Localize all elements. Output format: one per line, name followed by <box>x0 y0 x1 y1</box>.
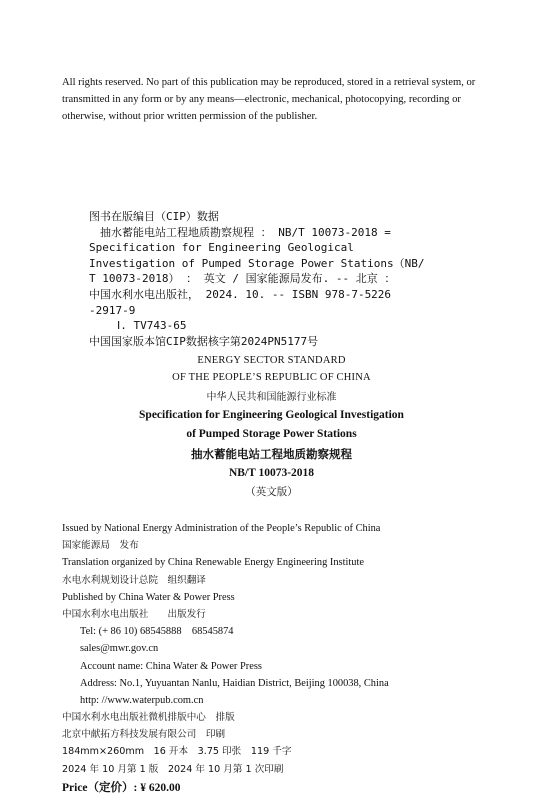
standard-heading-cn: 中华人民共和国能源行业标准 <box>206 392 337 403</box>
edition-label: （英文版） <box>245 486 298 498</box>
title-en-line1: Specification for Engineering Geological Investigation <box>139 409 404 421</box>
website: http: //www.waterpub.com.cn <box>80 694 204 706</box>
format-info: 184mm×260mm 16 开本 3.75 印张 119 千字 <box>62 746 292 758</box>
price: Price（定价）: ¥ 620.00 <box>62 781 181 794</box>
translation-by-cn: 水电水利规划设计总院 组织翻译 <box>62 574 206 586</box>
translation-by: Translation organized by China Renewable Energy Engineering Institute <box>62 557 364 569</box>
cip-line: T 10073-2018） ： 英文 / 国家能源局发布. -- 北京 ： <box>89 272 396 286</box>
published-by-cn: 中国水利水电出版社 出版发行 <box>62 608 206 620</box>
title-en-line2: of Pumped Storage Power Stations <box>186 428 357 440</box>
rights-notice: All rights reserved. No part of this publication may be reproduced, stored in a retrieval system, or transmitted in any form or by any means—electronic, mechanical, photocopying, recording or otherwise, without prior written permission of the publisher. <box>62 77 476 122</box>
printer-info: 北京中献拓方科技发展有限公司 印刷 <box>62 729 226 741</box>
cip-line: Ⅰ. TV743-65 <box>117 319 187 333</box>
cip-line: -2917-9 <box>89 303 136 317</box>
issued-by: Issued by National Energy Administration of the People’s Republic of China <box>62 523 381 534</box>
standard-code: NB/T 10073-2018 <box>228 467 315 479</box>
cip-line: 中国水利水电出版社， 2024. 10. -- ISBN 978-7-5226 <box>89 287 392 301</box>
cip-line: 抽水蓄能电站工程地质勘察规程 ： NB/T 10073-2018 = <box>100 225 391 239</box>
telephone: Tel: (+ 86 10) 68545888 68545874 <box>80 626 234 638</box>
cip-line: 中国国家版本馆CIP数据核字第2024PN5177号 <box>89 334 319 348</box>
cip-line: Investigation of Pumped Storage Power Stations（NB/ <box>89 256 425 270</box>
address: Address: No.1, Yuyuantan Nanlu, Haidian District, Beijing 100038, China <box>80 677 389 689</box>
edition-info: 2024 年 10 月第 1 版 2024 年 10 月第 1 次印刷 <box>62 763 284 775</box>
publication-info <box>62 520 512 797</box>
account-name: Account name: China Water & Power Press <box>80 660 262 672</box>
standard-heading-line2: OF THE PEOPLE’S REPUBLIC OF CHINA <box>172 372 371 383</box>
cip-line: 图书在版编目（CIP）数据 <box>89 210 219 223</box>
issued-by-cn: 国家能源局 发布 <box>62 540 139 552</box>
standard-heading-line1: ENERGY SECTOR STANDARD <box>197 355 346 366</box>
cip-data-block <box>89 209 449 349</box>
typeset-info: 中国水利水电出版社微机排版中心 排版 <box>62 712 235 724</box>
email: sales@mwr.gov.cn <box>80 643 159 655</box>
cip-line: Specification for Engineering Geological <box>89 241 354 255</box>
published-by: Published by China Water & Power Press <box>62 591 235 603</box>
title-cn: 抽水蓄能电站工程地质勘察规程 <box>191 447 352 461</box>
